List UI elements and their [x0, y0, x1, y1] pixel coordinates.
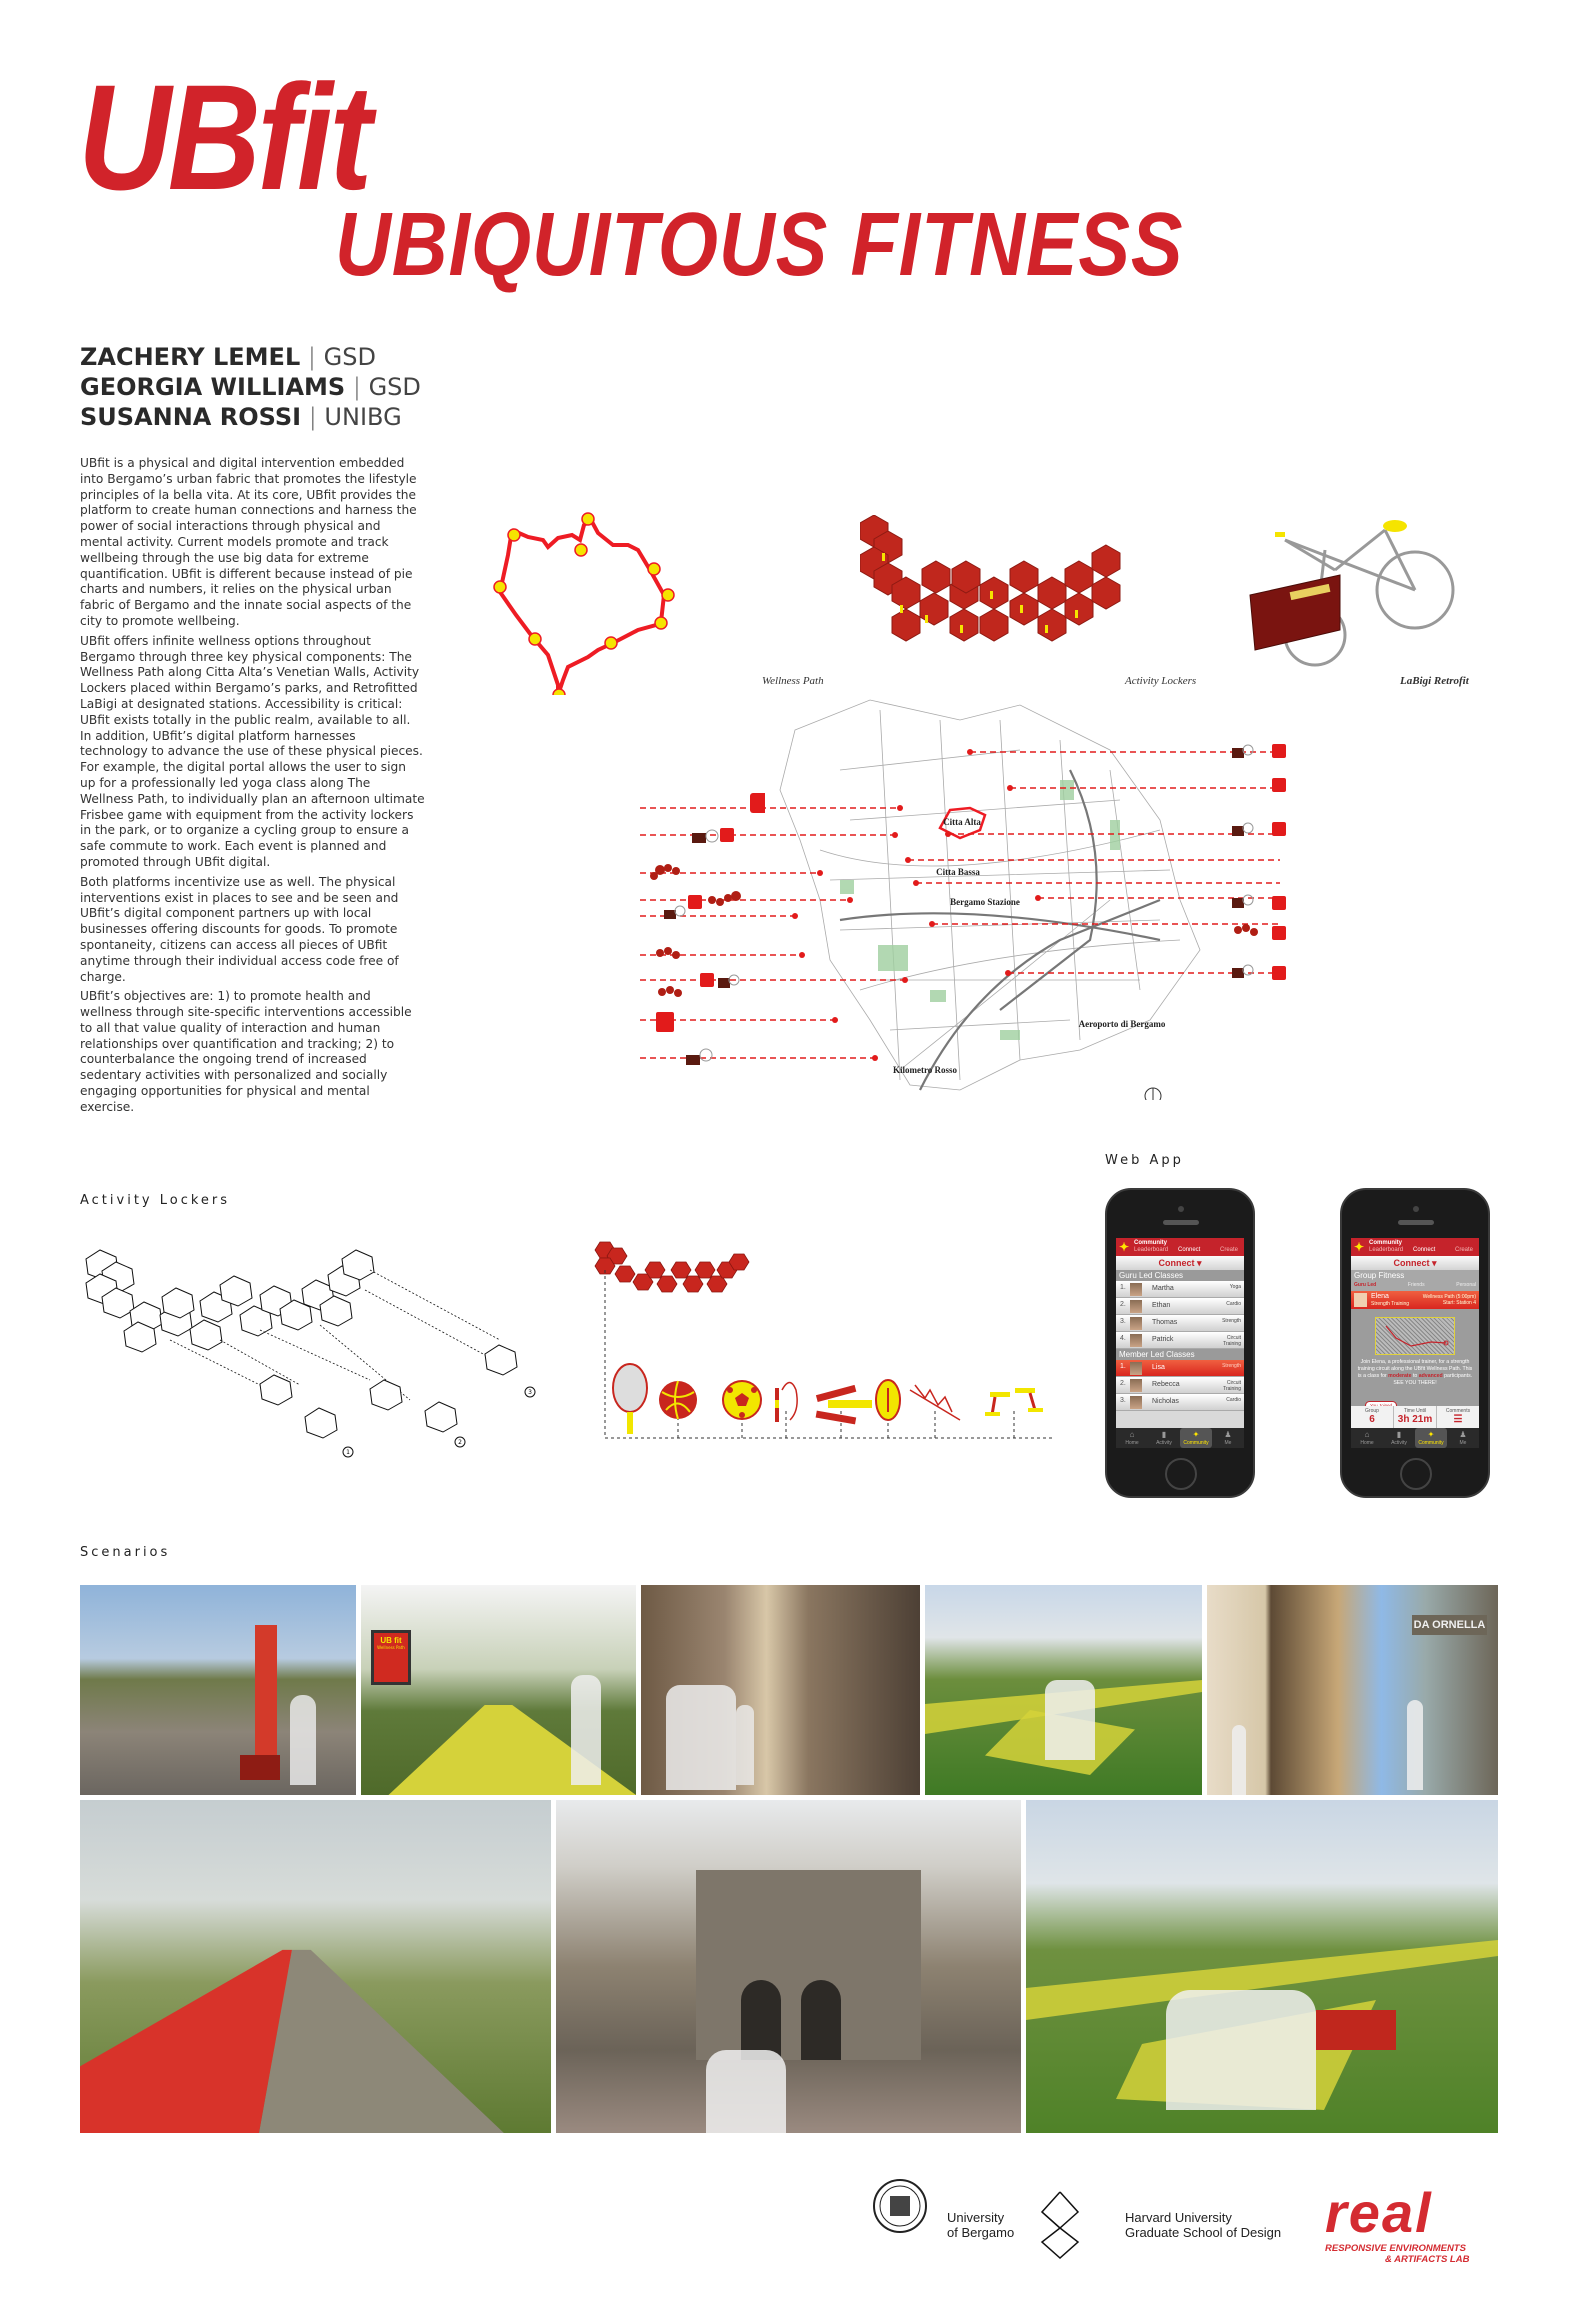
author-list	[80, 342, 421, 432]
section-label-web-app: Web App	[1105, 1153, 1184, 1168]
bike-icon	[718, 975, 739, 988]
person-silhouette	[290, 1695, 316, 1785]
app-header	[1351, 1238, 1479, 1256]
bike-icon	[1232, 823, 1253, 836]
row-type: Cardio	[1226, 1301, 1241, 1307]
footer-harvard	[1125, 2210, 1281, 2240]
row-num: 1.	[1120, 1363, 1126, 1370]
class-row[interactable]	[1116, 1394, 1244, 1411]
stat-label: Time Until	[1403, 1408, 1427, 1414]
section-label-activity-lockers: Activity Lockers	[80, 1193, 231, 1208]
unibg-line2: of Bergamo	[947, 2225, 1015, 2240]
tab-label: Activity	[1156, 1440, 1172, 1446]
poster-title: UBfit	[78, 53, 369, 221]
locker-icon	[708, 891, 741, 906]
callout-1: 1	[346, 1449, 350, 1456]
row-num: 2.	[1120, 1301, 1126, 1308]
person-icon: ♟	[1224, 1430, 1232, 1439]
tab-leaderboard[interactable]: Leaderboard	[1369, 1247, 1404, 1253]
class-stats	[1351, 1406, 1479, 1428]
bar-chart-icon: ▮	[1396, 1430, 1402, 1439]
desc-highlight: moderate	[1388, 1373, 1412, 1379]
desc-highlight: advanced	[1418, 1373, 1443, 1379]
arch	[741, 1980, 781, 2060]
row-type: Cardio	[1226, 1397, 1241, 1403]
class-location	[1423, 1294, 1476, 1306]
tab-leaderboard[interactable]: Leaderboard	[1134, 1247, 1169, 1253]
avatar	[1354, 1293, 1367, 1307]
bike-icon	[1232, 895, 1253, 908]
paragraph: UBfit is a physical and digital intervention embedded into Bergamo’s urban fabric that promotes the lifestyle principles of la bella vita. At its core, UBfit provides the platform to create human connections and harness the power of social interactions through physical and mental activity. Current models promote and track wellbeing through the use big data for extreme quantification. UBfit is different because instead of pie charts and numbers, it relies on the physical urban fabric of Bergamo and the innate social aspects of the city to promote wellbeing.	[80, 456, 417, 628]
tab-activity[interactable]	[1148, 1428, 1180, 1448]
locker-icon	[656, 947, 680, 959]
class-type: Strength Training	[1371, 1301, 1410, 1307]
avatar	[1130, 1396, 1142, 1409]
class-row[interactable]	[1116, 1281, 1244, 1298]
community-icon: ✦	[1192, 1430, 1200, 1439]
class-description	[1351, 1355, 1479, 1387]
connect-dropdown[interactable]: Connect ▾	[1351, 1256, 1479, 1270]
app-tabbar	[1351, 1428, 1479, 1448]
class-row-selected[interactable]	[1116, 1360, 1244, 1377]
phone-home-button[interactable]	[1165, 1458, 1197, 1490]
activity-lockers-render	[860, 515, 1200, 650]
avatar	[1130, 1379, 1142, 1392]
map-label-citta-bassa: Citta Bassa	[936, 867, 980, 877]
stat-value: 6	[1369, 1414, 1375, 1425]
avatar	[1130, 1283, 1142, 1296]
phone-connect-screen	[1105, 1188, 1255, 1498]
real-line2: & ARTIFACTS LAB	[1385, 2254, 1470, 2265]
author-row	[80, 402, 421, 432]
sign-title: UB fit	[380, 1636, 402, 1645]
row-type: Yoga	[1229, 1284, 1241, 1290]
bike-icon	[1232, 745, 1253, 758]
scenario-photo-venetian-walls	[80, 1800, 551, 2133]
stat-label: Comments	[1445, 1408, 1471, 1414]
author-affiliation: GSD	[323, 343, 376, 371]
path-stations	[494, 513, 674, 695]
author-name: SUSANNA ROSSI	[80, 403, 302, 431]
tab-label: Home	[1125, 1440, 1139, 1446]
row-num: 4.	[1120, 1335, 1126, 1342]
scenario-photo-park-lockers	[1026, 1800, 1498, 2133]
stat-group	[1351, 1406, 1394, 1428]
filter-personal[interactable]: Personal	[1456, 1282, 1476, 1288]
stat-value: 3h 21m	[1397, 1414, 1433, 1425]
group-fitness-title: Group Fitness	[1351, 1270, 1479, 1282]
filter-friends[interactable]: Friends	[1407, 1282, 1425, 1288]
paragraph: Both platforms incentivize use as well. The physical interventions exist in places to see and be seen and UBfit’s digital component partners up with local businesses offering discounts for goods. To promote spontaneity, citizens can access all pieces of UBfit anytime through their individual access code free of charge.	[80, 874, 399, 984]
lockers-exploded-diagram	[80, 1230, 550, 1460]
desc-text: Join Elena, a professional trainer, for a strength training circuit along the UBfit Wellness Path. This is a class for	[1357, 1359, 1473, 1379]
tab-label: Community	[1418, 1440, 1444, 1446]
row-name: Rebecca	[1152, 1381, 1180, 1388]
footer-unibg	[947, 2210, 1014, 2240]
map-icons-right	[1230, 730, 1300, 1050]
bike-icon	[692, 830, 718, 843]
avatar	[1130, 1317, 1142, 1330]
unibg-line1: University	[947, 2210, 1005, 2225]
soccer-ball-icon	[723, 1381, 761, 1419]
avatar	[1130, 1362, 1142, 1375]
jump-rope-icon	[775, 1383, 797, 1423]
phone-home-button[interactable]	[1400, 1458, 1432, 1490]
hex-lockers	[1316, 2010, 1396, 2050]
author-name: GEORGIA WILLIAMS	[80, 373, 346, 401]
row-name: Nicholas	[1152, 1398, 1179, 1405]
caption-wellness-path: Wellness Path	[762, 675, 824, 687]
wellness-sign-icon	[750, 793, 765, 813]
map-label-kilometro-rosso: Kilometro Rosso	[892, 1065, 958, 1075]
person-silhouette	[1407, 1700, 1423, 1790]
agility-ladder-icon	[910, 1385, 960, 1420]
phone-speaker	[1163, 1220, 1199, 1225]
tab-home[interactable]	[1351, 1428, 1383, 1448]
tab-me[interactable]	[1447, 1428, 1479, 1448]
real-lab-logo: real	[1325, 2181, 1433, 2244]
author-row	[80, 372, 421, 402]
class-row[interactable]	[1116, 1377, 1244, 1394]
author-name: ZACHERY LEMEL	[80, 343, 301, 371]
tennis-racket-icon	[613, 1364, 647, 1434]
row-num: 1.	[1120, 1284, 1126, 1291]
caption-labigi: LaBigi Retrofit	[1400, 675, 1469, 687]
home-icon: ⌂	[1364, 1430, 1370, 1439]
phone-group-fitness-screen	[1340, 1188, 1490, 1498]
tab-home[interactable]	[1116, 1428, 1148, 1448]
map-label-citta-alta: Citta Alta	[943, 817, 981, 827]
app-screen	[1116, 1238, 1244, 1448]
tab-label: Home	[1360, 1440, 1374, 1446]
phone-camera	[1413, 1206, 1419, 1212]
scenario-photo-old-town-street	[641, 1585, 920, 1795]
guru-heading: Guru Led Classes	[1116, 1270, 1244, 1281]
author-separator: |	[307, 343, 316, 371]
paragraph: UBfit’s objectives are: 1) to promote health and wellness through site-specific interventions accessible to all that value quality of interaction and human relationships over quantification and tracking; 2) to counterbalance the ongoing trend of increased sedentary activities with personalized and socially engaging opportunities for physical and mental exercise.	[80, 989, 412, 1114]
callout-3: 3	[528, 1389, 532, 1396]
row-type: Strength	[1222, 1363, 1241, 1369]
bike-icon	[664, 906, 685, 919]
start-text: Start: Station 4	[1442, 1300, 1476, 1306]
scenario-photo-shopfront	[1207, 1585, 1498, 1795]
map-label-bergamo-stazione: Bergamo Stazione	[950, 897, 1020, 907]
wellness-sign-icon	[1272, 822, 1286, 836]
row-name: Martha	[1152, 1285, 1174, 1292]
class-row[interactable]	[1116, 1315, 1244, 1332]
tab-create[interactable]: Create	[1220, 1247, 1239, 1253]
caption-activity-lockers: Activity Lockers	[1125, 675, 1197, 687]
row-num: 2.	[1120, 1380, 1126, 1387]
ubfit-logo-icon: ✦	[1354, 1240, 1365, 1254]
locker-row-render	[595, 1242, 749, 1292]
real-lab-subtitle	[1325, 2243, 1469, 2265]
rugby-ball-icon	[876, 1380, 900, 1420]
sign-subtitle: Wellness Path	[377, 1645, 405, 1650]
wellness-sign-icon	[720, 828, 734, 842]
desc-text: to	[1411, 1373, 1419, 1379]
class-card[interactable]	[1351, 1291, 1479, 1309]
street-network	[780, 700, 1200, 1090]
stat-comments[interactable]	[1437, 1406, 1479, 1428]
tab-activity[interactable]	[1383, 1428, 1415, 1448]
row-name: Lisa	[1152, 1364, 1165, 1371]
group-silhouette	[666, 1685, 736, 1790]
tab-label: Me	[1224, 1440, 1232, 1446]
dumbbells-icon	[816, 1385, 872, 1424]
class-row[interactable]	[1116, 1332, 1244, 1349]
group-filter-tabs	[1351, 1282, 1479, 1291]
filter-guru-led[interactable]: Guru Led	[1354, 1282, 1377, 1288]
scenario-photo-piazza-vecchia	[556, 1800, 1021, 2133]
tab-connect[interactable]: Connect	[1178, 1247, 1201, 1253]
author-affiliation: GSD	[368, 373, 421, 401]
paragraph: UBfit offers infinite wellness options throughout Bergamo through three key physical components: The Wellness Path along Citta Alta’s Venetian Walls, Activity Lockers placed within Bergamo’s parks, and Retrofitted LaBigi at designated stations. Accessibility is critical: UBfit exists totally in the public realm, available to all. In addition, UBfit’s digital platform harnesses technology to advance the use of these physical pieces. For example, the digital portal allows the user to sign up for a professionally led yoga class along The Wellness Path, to individually plan an afternoon ultimate Frisbee game with equipment from the activity lockers in the park, or to organize a cycling group to ensure a safe commute to work. Each event is planned and promoted through UBfit digital.	[80, 633, 425, 869]
locker-equipment-diagram	[590, 1240, 1060, 1440]
class-row[interactable]	[1116, 1298, 1244, 1315]
bike-icon	[1232, 965, 1253, 978]
stat-label: Group	[1365, 1408, 1379, 1414]
tab-connect[interactable]: Connect	[1413, 1247, 1436, 1253]
phone-camera	[1178, 1206, 1184, 1212]
member-heading: Member Led Classes	[1116, 1349, 1244, 1360]
home-icon: ⌂	[1129, 1430, 1135, 1439]
harvard-line2: Graduate School of Design	[1125, 2225, 1282, 2240]
person-icon: ♟	[1459, 1430, 1467, 1439]
author-separator: |	[308, 403, 317, 431]
volleyball-icon	[659, 1381, 697, 1419]
location-text: Wellness Path (5:00pm)	[1422, 1294, 1476, 1300]
labigi-retrofit-render	[1245, 510, 1465, 680]
app-header	[1116, 1238, 1244, 1256]
row-num: 3.	[1120, 1397, 1126, 1404]
wellness-sign-icon	[1272, 744, 1286, 758]
tab-label: Community	[1183, 1440, 1209, 1446]
community-icon: ✦	[1427, 1430, 1435, 1439]
row-name: Patrick	[1152, 1336, 1174, 1343]
group-silhouette	[1045, 1680, 1095, 1760]
row-name: Thomas	[1152, 1319, 1178, 1326]
group-silhouette	[1166, 1990, 1316, 2110]
comments-list-icon: ☰	[1453, 1414, 1463, 1425]
person-silhouette	[1232, 1725, 1246, 1795]
author-row	[80, 342, 421, 372]
wellness-path-diagram	[488, 495, 828, 695]
stat-time-until	[1394, 1406, 1437, 1428]
callout-2: 2	[458, 1439, 462, 1446]
connect-dropdown[interactable]: Connect ▾	[1116, 1256, 1244, 1270]
labigi-totem	[255, 1625, 277, 1765]
real-line1: RESPONSIVE ENVIRONMENTS	[1325, 2243, 1466, 2254]
map-label-aeroporto: Aeroporto di Bergamo	[1078, 1019, 1166, 1029]
scenario-photo-bike-station	[80, 1585, 356, 1795]
bike-cargo-box	[240, 1755, 280, 1780]
tab-create[interactable]: Create	[1455, 1247, 1474, 1253]
locker-icon	[656, 864, 680, 875]
wellness-sign-icon	[1272, 966, 1286, 980]
locker-icon	[1234, 924, 1258, 936]
harvard-gsd-logo-icon	[1040, 2190, 1080, 2260]
app-tabbar	[1116, 1428, 1244, 1448]
row-type: Circuit Training	[1223, 1380, 1241, 1392]
avatar	[1130, 1334, 1142, 1347]
scenario-photo-park-group	[925, 1585, 1202, 1795]
harvard-line1: Harvard University	[1125, 2210, 1232, 2225]
tab-community[interactable]	[1415, 1428, 1447, 1448]
map-icons-left-outer	[640, 855, 710, 1075]
phone-speaker	[1398, 1220, 1434, 1225]
group-silhouette	[706, 2050, 786, 2133]
section-label-scenarios: Scenarios	[80, 1545, 171, 1560]
saddle	[1383, 520, 1407, 532]
header-title: Community	[1134, 1240, 1167, 1246]
north-arrow-icon	[1145, 1088, 1161, 1100]
locker-icon	[658, 986, 682, 997]
row-type: Strength	[1222, 1318, 1241, 1324]
row-name: Ethan	[1152, 1302, 1171, 1309]
row-type: Circuit Training	[1223, 1335, 1241, 1347]
avatar	[1130, 1300, 1142, 1313]
desc-text: participants. SEE YOU THERE!	[1393, 1373, 1473, 1386]
row-num: 3.	[1120, 1318, 1126, 1325]
person-silhouette	[571, 1675, 601, 1785]
tab-label: Me	[1459, 1440, 1467, 1446]
wellness-sign-icon	[1272, 896, 1286, 910]
bar-chart-icon: ▮	[1161, 1430, 1167, 1439]
header-title: Community	[1369, 1240, 1402, 1246]
trainer-name: Elena	[1371, 1293, 1389, 1300]
wellness-sign-icon	[1272, 778, 1286, 792]
arch	[801, 1980, 841, 2060]
poster-subtitle: UBIQUITOUS FITNESS	[335, 195, 1184, 295]
ubfit-logo-icon: ✦	[1119, 1240, 1130, 1254]
route-map-thumbnail[interactable]	[1375, 1317, 1455, 1355]
app-screen	[1351, 1238, 1479, 1448]
wellness-path-sign	[371, 1630, 411, 1685]
tab-community[interactable]	[1180, 1428, 1212, 1448]
author-separator: |	[352, 373, 361, 401]
shop-sign: DA ORNELLA	[1412, 1615, 1487, 1635]
tab-label: Activity	[1391, 1440, 1407, 1446]
description-text	[80, 456, 425, 1120]
wellness-sign-icon	[1272, 926, 1286, 940]
tab-me[interactable]	[1212, 1428, 1244, 1448]
university-of-bergamo-seal-icon	[872, 2178, 928, 2234]
person-silhouette	[736, 1705, 754, 1785]
author-affiliation: UNIBG	[324, 403, 402, 431]
scenario-photo-wellness-path	[361, 1585, 636, 1795]
